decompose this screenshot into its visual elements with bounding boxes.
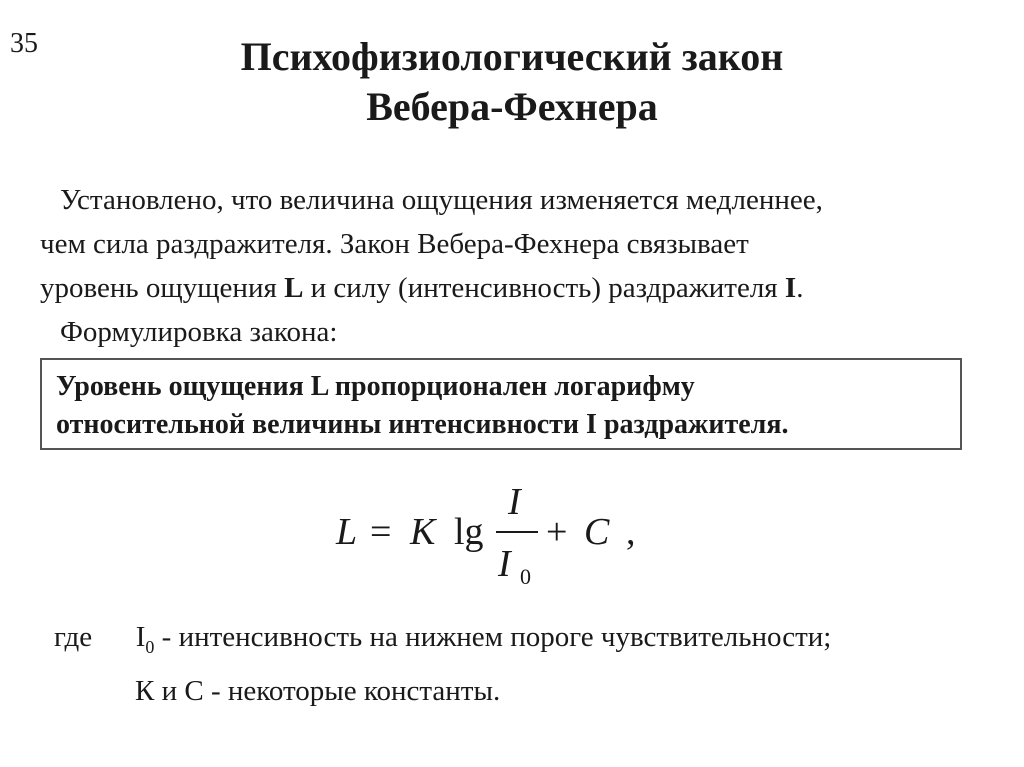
where-line-1 <box>40 615 1000 669</box>
symbol-I: I <box>784 272 797 304</box>
law-line-1: Уровень ощущения L пропорционален логарифму <box>56 371 695 402</box>
formula-C: C <box>584 511 610 553</box>
intro-line-2: чем сила раздражителя. Закон Вебера-Фехнера связывает <box>40 228 749 260</box>
formulation-label: Формулировка закона: <box>60 316 338 348</box>
intro-line-3 <box>40 266 1000 310</box>
intro-line-3-b: и силу (интенсивность) раздражителя <box>303 272 785 304</box>
i0-subscript: 0 <box>145 636 155 657</box>
weber-fechner-formula <box>330 478 670 598</box>
formula-denominator-sub: 0 <box>520 564 531 589</box>
intro-line-1: Установлено, что величина ощущения изменяется медленнее, <box>60 184 823 216</box>
law-line-2: относительной величины интенсивности I раздражителя. <box>56 409 789 440</box>
constants-description: К и С - некоторые константы. <box>135 674 501 707</box>
where-label: где <box>54 621 93 653</box>
formula-lg: lg <box>454 511 484 553</box>
i0-description: - интенсивность на нижнем пороге чувствительности; <box>154 621 832 653</box>
formula-plus: + <box>546 511 568 553</box>
formula-comma: , <box>626 511 636 553</box>
page-title <box>0 32 1024 132</box>
title-line-2: Вебера-Фехнера <box>366 84 658 129</box>
law-statement-box <box>40 358 962 450</box>
title-line-1: Психофизиологический закон <box>240 34 784 79</box>
where-explanation <box>40 615 1000 713</box>
i0-symbol: I <box>135 621 146 653</box>
formula-denominator: I <box>498 543 511 585</box>
intro-paragraph <box>40 178 1000 354</box>
formula-K: K <box>410 511 436 553</box>
formula-numerator: I <box>508 481 521 523</box>
intro-line-3-a: уровень ощущения <box>40 272 285 304</box>
formula-L: L <box>336 511 358 553</box>
intro-line-3-end: . <box>796 272 804 304</box>
formula-equals: = <box>370 511 392 553</box>
symbol-L: L <box>284 272 304 304</box>
slide-number: 35 <box>10 28 38 59</box>
